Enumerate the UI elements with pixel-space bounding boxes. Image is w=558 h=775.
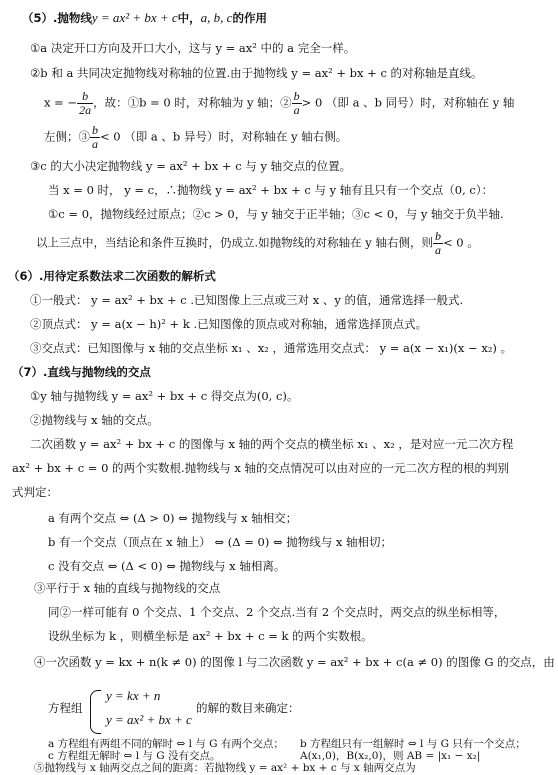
- s5-line-3-c: > 0 （即 a 、b 同号）时，对称轴在 y 轴: [301, 95, 515, 110]
- frac-denominator: a: [92, 137, 98, 151]
- s6-line-2: ②顶点式： y = a(x − h)² + k .已知图像的顶点或对称轴，通常选择顶点式。: [30, 317, 428, 331]
- s5-line-4-a: 左侧；③: [44, 129, 90, 144]
- frac-numerator: b: [293, 89, 300, 103]
- s5-fraction-b-over-2a: [77, 90, 93, 117]
- frac-numerator: b: [77, 90, 93, 104]
- s5-line-8-b: < 0 。: [442, 235, 479, 250]
- s5-fraction-b-over-a-2: [90, 124, 100, 151]
- equation-system-tail: 的解的数目来确定：: [196, 701, 300, 715]
- equation-system-label: 方程组: [48, 701, 83, 715]
- section7-heading: （7）.直线与抛物线的交点: [12, 365, 151, 379]
- equation-system-brace: [90, 690, 101, 734]
- s7-line-5a: ⑤抛物线与 x 轴两交点之间的距离：若抛物线 y = ax² + bx + c 与 x 轴两交点为: [34, 762, 416, 774]
- section5-heading-mid: 中，: [177, 11, 201, 25]
- section5-heading-formula: y = ax² + bx + c: [91, 10, 178, 25]
- s5-fraction-b-over-a-3: [433, 230, 443, 257]
- frac-denominator: a: [434, 243, 441, 257]
- frac-numerator: b: [92, 123, 98, 137]
- section5-heading-post: 的作用: [232, 11, 267, 25]
- s5-line-1: ①a 决定开口方向及开口大小，这与 y = ax² 中的 a 完全一样。: [30, 41, 356, 55]
- s5-fraction-b-over-a: [292, 90, 302, 117]
- s7-solution-a: a 方程组有两组不同的解时 ⇔ l 与 G 有两个交点；: [48, 738, 284, 750]
- s7-line-3b: 设纵坐标为 k ，则横坐标是 ax² + bx + c = k 的两个实数根。: [48, 629, 373, 643]
- s5-line-7: ①c = 0，抛物线经过原点；②c > 0，与 y 轴交于正半轴；③c < 0，与 y 轴交于负半轴.: [48, 207, 504, 221]
- section5-heading-pre: （5）.抛物线: [22, 11, 92, 25]
- s5-line-3-a: x = −: [44, 95, 78, 110]
- s5-line-4: [44, 124, 347, 151]
- frac-denominator: 2a: [79, 103, 92, 117]
- s7-paragraph-3: 式判定：: [12, 485, 58, 499]
- s7-line-1: ①y 轴与抛物线 y = ax² + bx + c 得交点为(0, c)。: [30, 389, 299, 403]
- s7-line-3a: 同②一样可能有 0 个交点、1 个交点、2 个交点.当有 2 个交点时，两交点的纵坐标相等，: [48, 605, 506, 619]
- s5-line-8: [36, 230, 479, 257]
- s7-line-4: ④一次函数 y = kx + n(k ≠ 0) 的图像 l 与二次函数 y = ax² + bx + c(a ≠ 0) 的图像 G 的交点，由: [34, 655, 555, 669]
- s7-line-3: ③平行于 x 轴的直线与抛物线的交点: [34, 581, 221, 595]
- s7-paragraph-1: 二次函数 y = ax² + bx + c 的图像与 x 轴的两个交点的横坐标 x₁ 、x₂ ，是对应一元二次方程: [30, 437, 514, 451]
- section6-heading: （6）.用待定系数法求二次函数的解析式: [8, 269, 216, 283]
- s5-line-8-a: 以上三点中，当结论和条件互换时，仍成立.如抛物线的对称轴在 y 轴右侧，则: [36, 235, 433, 250]
- section5-heading: [22, 10, 267, 26]
- s6-line-3: ③交点式：已知图像与 x 轴的交点坐标 x₁ 、x₂ ，通常选用交点式： y = a(x − x₁)(x − x₂) 。: [30, 341, 513, 355]
- section5-heading-vars: a, b, c: [200, 10, 233, 25]
- frac-denominator: a: [293, 103, 300, 117]
- s7-case-c: c 没有交点 ⇔ (Δ < 0) ⇔ 抛物线与 x 轴相离。: [48, 559, 286, 573]
- frac-numerator: b: [434, 229, 441, 243]
- s5-line-2: ②b 和 a 共同决定抛物线对称轴的位置.由于抛物线 y = ax² + bx + c 的对称轴是直线。: [30, 66, 483, 80]
- equation-system-eq-1: y = kx + n: [106, 688, 161, 703]
- s7-solution-b: b 方程组只有一组解时 ⇔ l 与 G 只有一个交点；: [300, 738, 526, 750]
- s5-line-6: 当 x = 0 时， y = c，∴抛物线 y = ax² + bx + c 与 y 轴有且只有一个交点（0, c）：: [48, 183, 494, 197]
- s5-line-3: [44, 90, 514, 117]
- s7-case-b: b 有一个交点（顶点在 x 轴上） ⇔ (Δ = 0) ⇔ 抛物线与 x 轴相切；: [48, 535, 393, 549]
- equation-system-eq-2: y = ax² + bx + c: [106, 712, 192, 727]
- s7-paragraph-2: ax² + bx + c = 0 的两个实数根.抛物线与 x 轴的交点情况可以由对应的一元二次方程的根的判别: [12, 461, 510, 475]
- s7-line-5b: A(x₁,0)，B(x₂,0)，则 AB = |x₁ − x₂|: [300, 750, 481, 762]
- s5-line-3-b: ，故：①b = 0 时，对称轴为 y 轴；②: [93, 95, 292, 110]
- s7-line-2: ②抛物线与 x 轴的交点。: [30, 413, 159, 427]
- s5-line-4-b: < 0 （即 a 、b 异号）时，对称轴在 y 轴右侧。: [100, 129, 348, 144]
- s6-line-1: ①一般式： y = ax² + bx + c .已知图像上三点或三对 x 、y 的值，通常选择一般式.: [30, 293, 464, 307]
- s5-line-5: ③c 的大小决定抛物线 y = ax² + bx + c 与 y 轴交点的位置。: [30, 159, 352, 173]
- s7-solution-c: c 方程组无解时 ⇔ l 与 G 没有交点。: [48, 750, 221, 762]
- s7-case-a: a 有两个交点 ⇔ (Δ > 0) ⇔ 抛物线与 x 轴相交；: [48, 511, 298, 525]
